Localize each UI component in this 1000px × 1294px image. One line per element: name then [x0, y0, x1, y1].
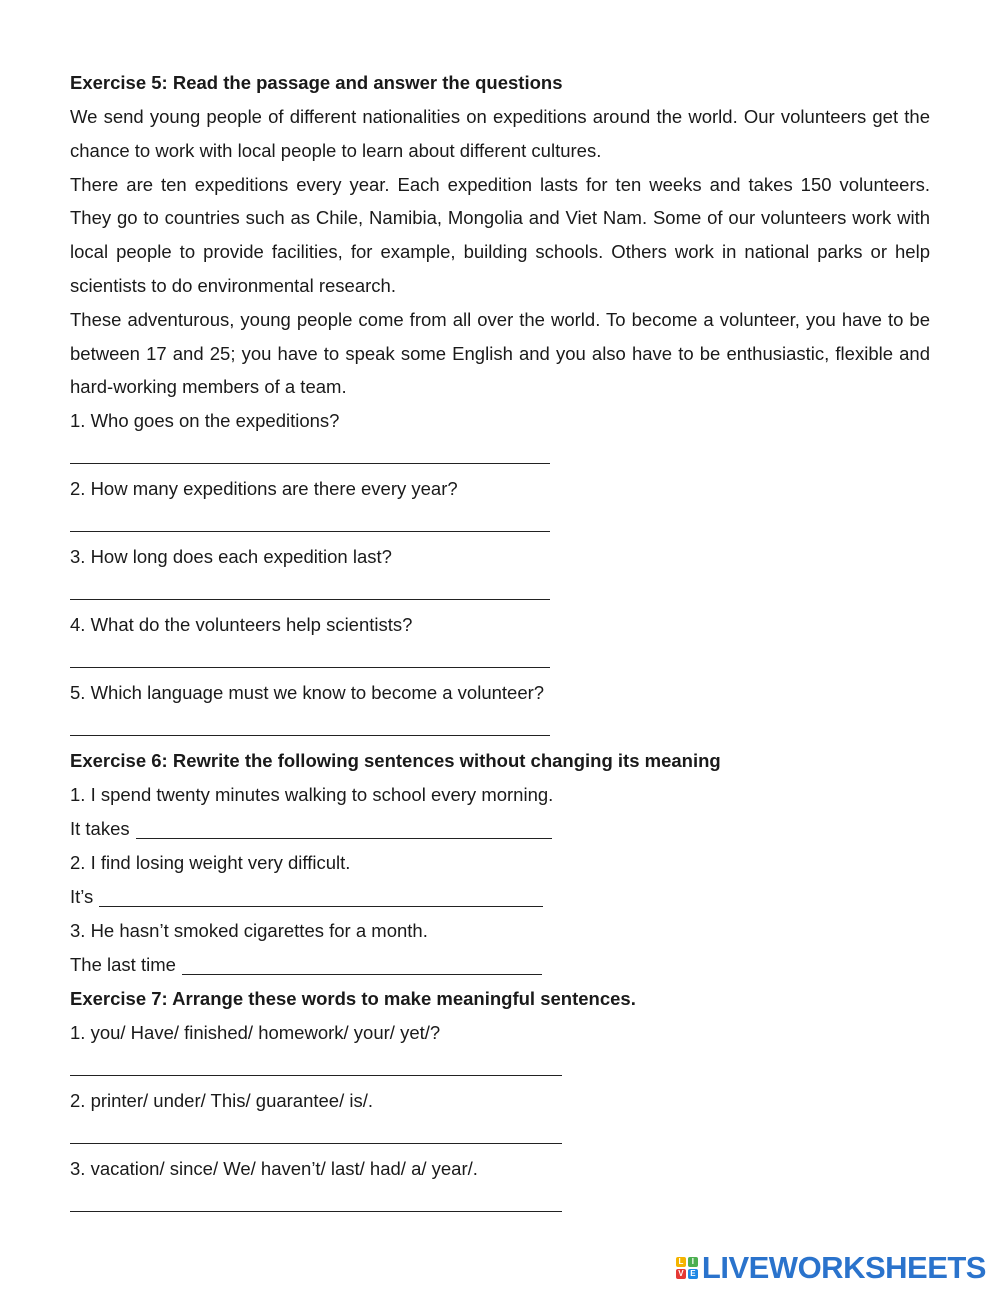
ex5-answer-3[interactable] — [70, 574, 930, 608]
ex5-question-3: 3. How long does each expedition last? — [70, 546, 392, 568]
ex6-prompt-3: The last time — [70, 954, 176, 976]
liveworksheets-logo — [676, 1250, 986, 1286]
ex7-item-2: 2. printer/ under/ This/ guarantee/ is/. — [70, 1090, 374, 1112]
ex7-item-3: 3. vacation/ since/ We/ haven’t/ last/ had/ a/ year/. — [70, 1158, 478, 1180]
ex6-prompt-1: It takes — [70, 818, 130, 840]
ex7-answer-3[interactable] — [70, 1186, 930, 1220]
logo-tile-v: V — [676, 1269, 686, 1279]
ex5-question-2: 2. How many expeditions are there every year? — [70, 478, 458, 500]
logo-text: LIVEWORKSHEETS — [701, 1250, 986, 1285]
ex6-rewrite-1 — [70, 812, 930, 846]
ex5-question-4: 4. What do the volunteers help scientists? — [70, 614, 413, 636]
logo-tile-i: I — [688, 1257, 698, 1267]
worksheet — [70, 66, 930, 1220]
ex6-answer-3[interactable] — [182, 952, 542, 975]
exercise-5-title: Exercise 5: Read the passage and answer the questions — [70, 72, 563, 93]
exercise-7-title: Exercise 7: Arrange these words to make meaningful sentences. — [70, 988, 636, 1010]
ex6-prompt-2: It’s — [70, 886, 94, 908]
ex6-rewrite-3 — [70, 948, 930, 982]
ex5-answer-4[interactable] — [70, 642, 930, 676]
logo-tile-l: L — [676, 1257, 686, 1267]
ex6-sentence-3: 3. He hasn’t smoked cigarettes for a month. — [70, 920, 428, 942]
logo-tile-e: E — [688, 1269, 698, 1279]
logo-icon — [676, 1257, 698, 1279]
passage-paragraph-1: We send young people of different nationalities on expeditions around the world. Our volunteers get the chance to work with local people to learn about different cultures. — [70, 106, 930, 161]
ex6-rewrite-2 — [70, 880, 930, 914]
ex6-sentence-1: 1. I spend twenty minutes walking to school every morning. — [70, 784, 554, 806]
ex6-answer-1[interactable] — [136, 816, 552, 839]
ex7-answer-2[interactable] — [70, 1118, 930, 1152]
ex6-sentence-2: 2. I find losing weight very difficult. — [70, 852, 351, 874]
ex7-answer-1[interactable] — [70, 1050, 930, 1084]
passage-paragraph-3: These adventurous, young people come from all over the world. To become a volunteer, you have to be between 17 and 25; you have to speak some English and you also have to be enthusiastic, flexible and hard-working members of a team. — [70, 308, 930, 398]
ex5-question-1: 1. Who goes on the expeditions? — [70, 410, 340, 432]
passage-paragraph-2: There are ten expeditions every year. Each expedition lasts for ten weeks and takes 150 volunteers. They go to countries such as Chile, Namibia, Mongolia and Viet Nam. Some of our volunteers work with local people to provide facilities, for example, building schools. Others work in national parks or help scientists to do environmental research. — [70, 173, 930, 296]
exercise-6-title: Exercise 6: Rewrite the following sentences without changing its meaning — [70, 750, 721, 772]
ex5-answer-2[interactable] — [70, 506, 930, 540]
ex5-question-5: 5. Which language must we know to become a volunteer? — [70, 682, 545, 704]
ex5-answer-1[interactable] — [70, 438, 930, 472]
ex5-answer-5[interactable] — [70, 710, 930, 744]
ex6-answer-2[interactable] — [99, 884, 543, 907]
ex7-item-1: 1. you/ Have/ finished/ homework/ your/ yet/? — [70, 1022, 441, 1044]
